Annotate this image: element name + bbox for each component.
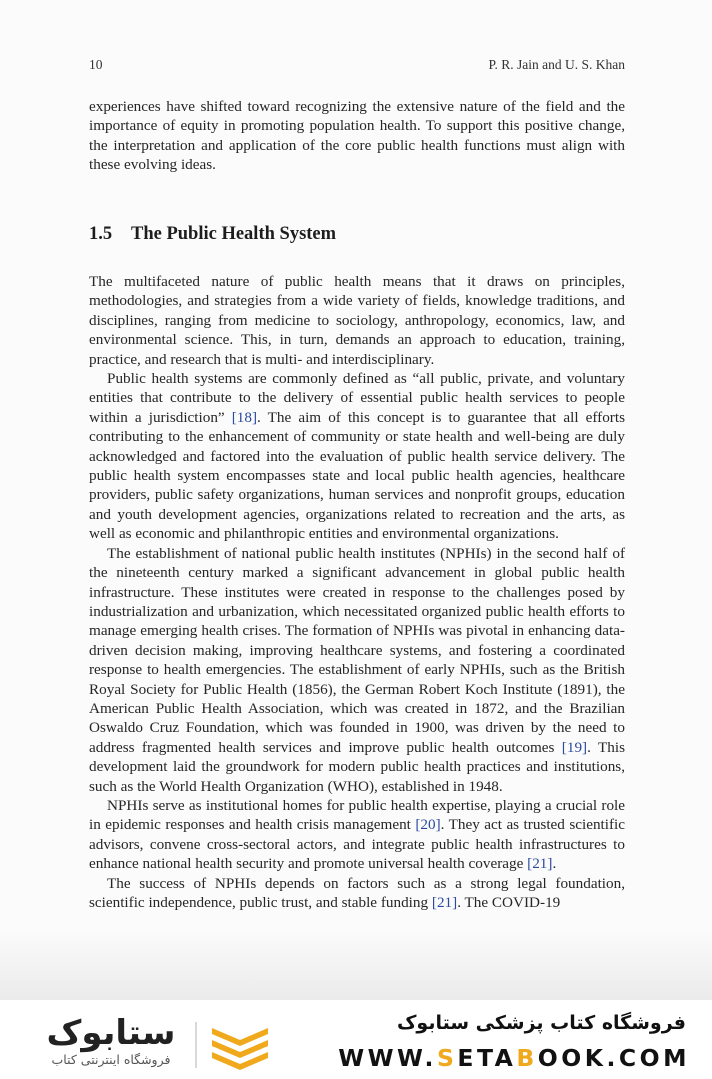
section-body	[89, 272, 625, 912]
paragraph-4-text-c: .	[552, 855, 557, 873]
page-bottom-shadow	[0, 930, 712, 1005]
paragraph-5-text-a: The success of NPHIs depends on factors such as a strong legal foundation, scientific independence, public trust, and stable funding	[89, 874, 625, 911]
paragraph-4-text-b: . They act as trusted scientific advisors, convene cross-sectoral actors, and integrate public health infrastructures to enhance national health security and promote universal health coverage	[89, 816, 625, 873]
url-accent-b: B	[516, 1044, 538, 1072]
watermark-footer	[0, 1000, 712, 1079]
citation-21[interactable]: [21]	[527, 855, 553, 873]
paragraph-4-text-a: NPHIs serve as institutional homes for public health expertise, playing a crucial role in epidemic responses and health crisis management	[89, 796, 625, 834]
paragraph-2-text-a: Public health systems are commonly defined as “all public, private, and voluntary entities that contribute to the delivery of essential public health services to people within a jurisdiction”	[89, 370, 625, 426]
paragraph-5	[89, 874, 625, 913]
logo-divider	[195, 1022, 197, 1068]
citation-18[interactable]: [18]	[231, 408, 258, 426]
url-part-3: OOK.COM	[537, 1044, 690, 1072]
url-part-2: ETA	[457, 1044, 517, 1072]
shop-url[interactable]	[338, 1044, 690, 1072]
paragraph-2	[89, 369, 625, 544]
citation-21-second[interactable]: [21]	[431, 894, 458, 911]
paragraph-1: The multifaceted nature of public health means that it draws on principles, methodologies, and strategies from a wide variety of fields, knowledge traditions, and disciplines, ranging from medicine to sociology, anthropology, economics, law, and environmental science. This, in turn, demands an approach to education, training, practice, and research that is multi- and interdisciplinary.	[89, 273, 625, 368]
citation-20[interactable]: [20]	[415, 816, 441, 834]
page-number: 10	[89, 57, 103, 72]
intro-paragraph: experiences have shifted toward recognizing the extensive nature of the field and the importance of equity in promoting population health. To support this positive change, the interpretation and application of the core public health functions must align with these evolving ideas.	[89, 98, 625, 174]
section-number: 1.5	[89, 224, 113, 244]
intro-text	[89, 97, 625, 175]
book-stack-icon	[208, 1020, 272, 1072]
paragraph-3-text-b: . This development laid the groundwork for modern public health practices and institutions, such as the World Health Organization (WHO), established in 1948.	[89, 738, 625, 795]
citation-19[interactable]: [19]	[561, 738, 588, 756]
url-part-1: WWW.	[338, 1044, 437, 1072]
url-accent-s: S	[436, 1044, 458, 1072]
shop-name: فروشگاه کتاب پزشکی ستابوک	[396, 1012, 686, 1034]
setabook-logo-subtitle: فروشگاه اینترنتی کتاب	[51, 1052, 171, 1067]
setabook-logo-wordmark: ستابوک	[46, 1013, 176, 1053]
paragraph-2-text-b: . The aim of this concept is to guarantee that all efforts contributing to the enhancement of community or state health and well-being are duly acknowledged and factored into the evaluation of public health service delivery. The public health system encompasses state and local public health agencies, healthcare providers, public safety organizations, human services and nonprofit groups, education and youth development agencies, organizations related to recreation and the arts, as well as economic and philanthropic entities and environmental organizations.	[89, 408, 625, 543]
paragraph-3-text-a: The establishment of national public health institutes (NPHIs) in the second half of the nineteenth century marked a significant advancement in global public health infrastructure. These institutes were created in response to the challenges posed by industrialization and urbanization, which necessitated organized public health efforts to manage emerging health crises. The formation of NPHIs was pivotal in enhancing data-driven decision making, improving healthcare systems, and fostering a coordinated response to health emergencies. The establishment of early NPHIs, such as the British Royal Society for Public Health (1856), the German Robert Koch Institute (1891), the American Public Health Association, which was created in 1872, and the Brazilian Oswaldo Cruz Foundation, which was founded in 1900, was driven by the need to address fragmented health services and improve public health outcomes	[89, 544, 625, 756]
paragraph-4	[89, 796, 625, 874]
running-head-authors: P. R. Jain and U. S. Khan	[488, 57, 625, 72]
paragraph-5-text-b: . The COVID-19	[457, 894, 561, 911]
paragraph-3	[89, 544, 625, 796]
section-heading	[89, 224, 625, 245]
section-title: The Public Health System	[131, 224, 337, 244]
